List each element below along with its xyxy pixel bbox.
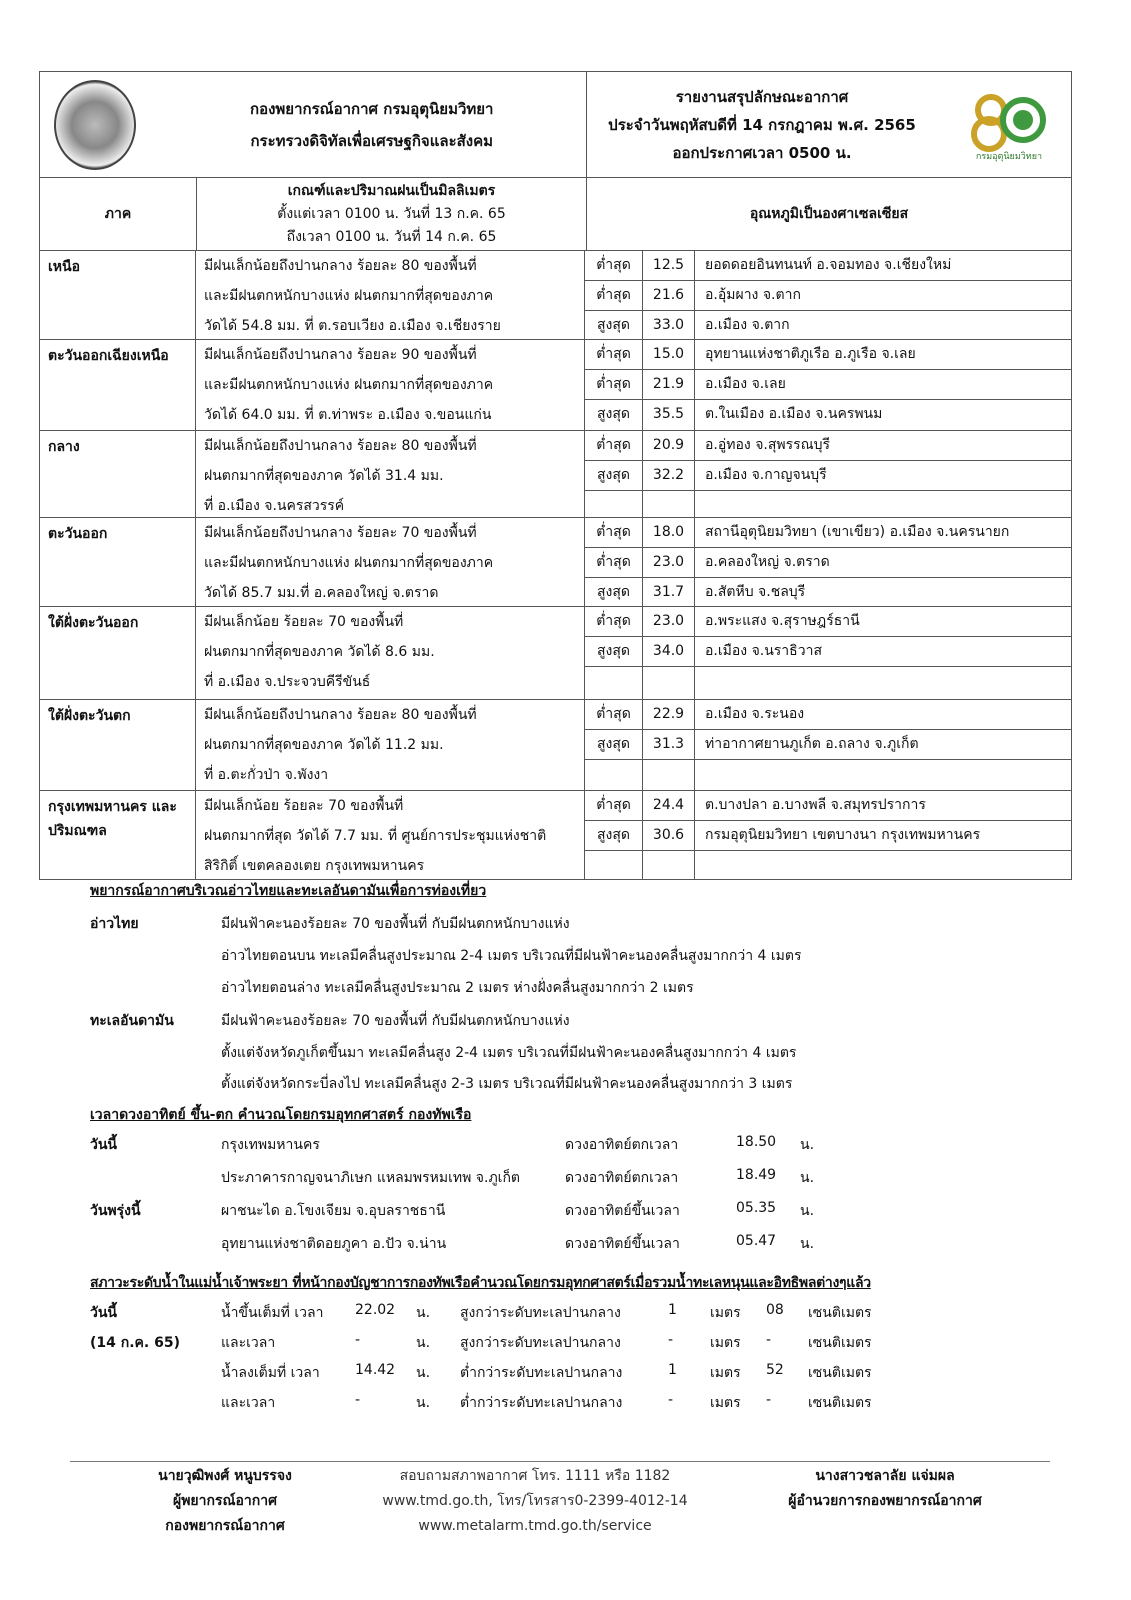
issue-time: ออกประกาศเวลา 0500 น. (672, 143, 852, 162)
andaman-line: ตั้งแต่จังหวัดกระบี่ลงไป ทะเลมีคลื่นสูง 2-3 เมตร บริเวณที่มีฝนฟ้าคะนองคลื่นสูงมากกว่า 3 เมตร (221, 1076, 793, 1092)
tide-time: 22.02 (355, 1302, 396, 1318)
region-row (40, 700, 1071, 791)
temp-kind: สูงสุด (585, 730, 643, 759)
tide-m: - (668, 1392, 674, 1408)
sun-place: ผาชนะได อ.โขงเจียม จ.อุบลราชธานี (221, 1203, 446, 1219)
rain-summary (196, 607, 585, 699)
temp-place: อ.สัตหีบ จ.ชลบุรี (705, 584, 806, 600)
org-line1: กองพยากรณ์อากาศ กรมอุตุนิยมวิทยา (250, 99, 494, 118)
contact-phone: สอบถามสภาพอากาศ โทร. 1111 หรือ 1182 (399, 1468, 671, 1484)
temperature-list (585, 251, 1071, 339)
report-date: ประจำวันพฤหัสบดีที่ 14 กรกฎาคม พ.ศ. 2565 (608, 115, 916, 134)
temperature-list (585, 607, 1071, 699)
andaman-label: ทะเลอันดามัน (90, 1013, 174, 1029)
col-region: ภาค (40, 178, 197, 250)
temp-kind: ต่ำสุด (585, 370, 643, 399)
logo-text: กรมอุตุนิยมวิทยา (975, 152, 1043, 162)
director-role: ผู้อำนวยการกองพยากรณ์อากาศ (788, 1493, 982, 1509)
tide-desc: สูงกว่าระดับทะเลปานกลาง (460, 1305, 621, 1321)
region-row (40, 607, 1071, 700)
temp-kind: ต่ำสุด (585, 281, 643, 310)
sun-place: กรุงเทพมหานคร (221, 1137, 320, 1153)
sun-time: 18.49 (736, 1167, 777, 1183)
tide-label: น้ำขึ้นเต็มที่ เวลา (221, 1305, 324, 1321)
empty-cell (643, 760, 695, 790)
contact-website[interactable]: www.tmd.go.th, โทร/โทรสาร0-2399-4012-14 (382, 1493, 688, 1509)
temp-value: 35.5 (643, 400, 695, 430)
temp-value: 15.0 (643, 340, 695, 369)
andaman-line: มีฝนฟ้าคะนองร้อยละ 70 ของพื้นที่ กับมีฝนตกหนักบางแห่ง (221, 1013, 570, 1029)
tide-u1: น. (416, 1335, 431, 1351)
temp-value: 20.9 (643, 431, 695, 460)
temp-value: 21.6 (643, 281, 695, 310)
director-signature (745, 1464, 1025, 1514)
temp-kind: สูงสุด (585, 578, 643, 607)
temp-kind: ต่ำสุด (585, 548, 643, 577)
temp-place: อ.เมือง จ.นราธิวาส (705, 643, 822, 659)
rain-line: ที่ อ.เมือง จ.นครสวรรค์ (204, 498, 345, 514)
gulf-line: อ่าวไทยตอนล่าง ทะเลมีคลื่นสูงประมาณ 2 เมตร ห่างฝั่งคลื่นสูงมากกว่า 2 เมตร (221, 980, 694, 996)
tide-desc: สูงกว่าระดับทะเลปานกลาง (460, 1335, 621, 1351)
temp-place: อ.อู่ทอง จ.สุพรรณบุรี (705, 437, 831, 453)
forecaster-role: ผู้พยากรณ์อากาศ (173, 1493, 277, 1509)
region-row (40, 791, 1071, 879)
temp-kind: สูงสุด (585, 821, 643, 850)
temp-place: อ.คลองใหญ่ จ.ตราด (705, 554, 830, 570)
region-row (40, 251, 1071, 340)
temperature-row (585, 281, 1071, 311)
temperature-list (585, 791, 1071, 879)
temperature-row (585, 518, 1071, 548)
sun-unit: น. (800, 1170, 815, 1186)
region-name: กรุงเทพมหานคร และปริมณฑล (40, 791, 196, 879)
temperature-row (585, 400, 1071, 430)
temp-place: ต.บางปลา อ.บางพลี จ.สมุทรปราการ (705, 797, 926, 813)
region-row (40, 340, 1071, 431)
temp-value: 24.4 (643, 791, 695, 820)
temp-value: 22.9 (643, 700, 695, 729)
tmd-seal-logo (54, 80, 136, 170)
rain-line: ฝนตกมากที่สุด วัดได้ 7.7 มม. ที่ ศูนย์การประชุมแห่งชาติ (204, 828, 547, 844)
forecaster-signature (120, 1464, 330, 1539)
rain-line: ที่ อ.ตะกั่วป่า จ.พังงา (204, 767, 329, 783)
temp-place: สถานีอุตุนิยมวิทยา (เขาเขียว) อ.เมือง จ.นครนายก (705, 524, 1010, 540)
temp-place: ต.ในเมือง อ.เมือง จ.นครพนม (705, 406, 883, 422)
temp-place: ยอดดอยอินทนนท์ อ.จอมทอง จ.เชียงใหม่ (705, 257, 952, 273)
tide-date: (14 ก.ค. 65) (90, 1335, 180, 1351)
rain-summary (196, 700, 585, 790)
temp-kind: ต่ำสุด (585, 518, 643, 547)
temperature-row (585, 431, 1071, 461)
sun-event: ดวงอาทิตย์ตกเวลา (565, 1137, 679, 1153)
tide-u2: เมตร (710, 1305, 741, 1321)
temp-place: อ.อุ้มผาง จ.ตาก (705, 287, 801, 303)
rain-line: และมีฝนตกหนักบางแห่ง ฝนตกมากที่สุดของภาค (204, 288, 494, 304)
tide-u2: เมตร (710, 1395, 741, 1411)
temp-kind: ต่ำสุด (585, 607, 643, 636)
rain-line: วัดได้ 64.0 มม. ที่ ต.ท่าพระ อ.เมือง จ.ขอนแก่น (204, 407, 492, 423)
org-names (250, 93, 493, 157)
tide-m: - (668, 1332, 674, 1348)
tide-u1: น. (416, 1365, 431, 1381)
region-name: กลาง (40, 431, 196, 517)
empty-cell (585, 491, 643, 517)
tide-title: สภาวะระดับน้ำในแม่น้ำเจ้าพระยา ที่หน้ากองบัญชาการกองทัพเรือคำนวณโดยกรมอุทกศาสตร์เมื่อรวมน้ำทะเลหนุนและอิทธิพลต่างๆแล้ว (90, 1275, 871, 1291)
rain-line: วัดได้ 54.8 มม. ที่ ต.รอบเวียง อ.เมือง จ.เชียงราย (204, 318, 501, 334)
sun-day: วันนี้ (90, 1137, 118, 1153)
col-rain (197, 178, 587, 250)
temperature-row (585, 340, 1071, 370)
region-name: ตะวันออกเฉียงเหนือ (40, 340, 196, 430)
tide-u3: เซนติเมตร (808, 1365, 872, 1381)
temperature-row (585, 548, 1071, 578)
tmd-80th-anniversary-logo (965, 92, 1053, 162)
rain-line: สิริกิติ์ เขตคลองเตย กรุงเทพมหานคร (204, 858, 425, 874)
temperature-list (585, 431, 1071, 517)
column-headers (40, 178, 1071, 251)
sun-place: ประภาคารกาญจนาภิเษก แหลมพรหมเทพ จ.ภูเก็ต (221, 1170, 521, 1186)
director-name: นางสาวชลาลัย แจ่มผล (815, 1468, 955, 1484)
tide-label: และเวลา (221, 1395, 276, 1411)
temp-value: 31.3 (643, 730, 695, 759)
col-rain-from: ตั้งแต่เวลา 0100 น. วันที่ 13 ก.ค. 65 (277, 206, 506, 222)
tide-u3: เซนติเมตร (808, 1335, 872, 1351)
rain-line: ฝนตกมากที่สุดของภาค วัดได้ 31.4 มม. (204, 468, 444, 484)
sun-title: เวลาดวงอาทิตย์ ขึ้น-ตก คำนวณโดยกรมอุทกศาสตร์ กองทัพเรือ (90, 1107, 472, 1123)
temp-kind: ต่ำสุด (585, 251, 643, 280)
temperature-row (585, 637, 1071, 667)
sun-event: ดวงอาทิตย์ขึ้นเวลา (565, 1203, 680, 1219)
sun-event: ดวงอาทิตย์ตกเวลา (565, 1170, 679, 1186)
temp-kind: ต่ำสุด (585, 431, 643, 460)
col-rain-title: เกณฑ์และปริมาณฝนเป็นมิลลิเมตร (287, 183, 496, 199)
temperature-filler (585, 851, 1071, 879)
rain-summary (196, 431, 585, 517)
gulf-line: มีฝนฟ้าคะนองร้อยละ 70 ของพื้นที่ กับมีฝนตกหนักบางแห่ง (221, 916, 570, 932)
rain-line: มีฝนเล็กน้อยถึงปานกลาง ร้อยละ 80 ของพื้นที่ (204, 707, 477, 723)
tide-label: และเวลา (221, 1335, 276, 1351)
weather-summary-table (39, 71, 1072, 880)
rain-line: มีฝนเล็กน้อย ร้อยละ 70 ของพื้นที่ (204, 614, 404, 630)
rain-line: มีฝนเล็กน้อย ร้อยละ 70 ของพื้นที่ (204, 798, 404, 814)
temp-place: อ.พระแสง จ.สุราษฎร์ธานี (705, 613, 860, 629)
tide-time: - (355, 1332, 361, 1348)
rain-line: ฝนตกมากที่สุดของภาค วัดได้ 8.6 มม. (204, 644, 435, 660)
col-rain-to: ถึงเวลา 0100 น. วันที่ 14 ก.ค. 65 (286, 229, 497, 245)
footer-divider (70, 1461, 1050, 1462)
temperature-list (585, 518, 1071, 606)
temp-value: 18.0 (643, 518, 695, 547)
rain-line: มีฝนเล็กน้อยถึงปานกลาง ร้อยละ 80 ของพื้นที่ (204, 438, 477, 454)
empty-cell (585, 851, 643, 879)
andaman-line: ตั้งแต่จังหวัดภูเก็ตขึ้นมา ทะเลมีคลื่นสูง 2-4 เมตร บริเวณที่มีฝนฟ้าคะนองคลื่นสูงมากกว่า 4 เมตร (221, 1045, 797, 1061)
temperature-row (585, 461, 1071, 491)
rain-summary (196, 340, 585, 430)
temperature-filler (585, 667, 1071, 699)
tide-cm: 08 (766, 1302, 784, 1318)
tide-m: 1 (668, 1362, 677, 1378)
tide-u3: เซนติเมตร (808, 1395, 872, 1411)
col-temp: อุณหภูมิเป็นองศาเซลเซียส (749, 206, 909, 222)
gulf-label: อ่าวไทย (90, 916, 139, 932)
sun-time: 05.35 (736, 1200, 777, 1216)
tide-time: - (355, 1392, 361, 1408)
rain-line: มีฝนเล็กน้อยถึงปานกลาง ร้อยละ 70 ของพื้นที่ (204, 525, 477, 541)
temp-kind: ต่ำสุด (585, 340, 643, 369)
tide-day: วันนี้ (90, 1305, 118, 1321)
region-name: ตะวันออก (40, 518, 196, 606)
temperature-filler (585, 491, 1071, 517)
empty-cell (585, 667, 643, 699)
temp-place: อ.เมือง จ.กาญจนบุรี (705, 467, 827, 483)
tide-cm: - (766, 1392, 772, 1408)
temp-value: 12.5 (643, 251, 695, 280)
tide-time: 14.42 (355, 1362, 396, 1378)
temperature-row (585, 821, 1071, 851)
temperature-row (585, 251, 1071, 281)
table-header (40, 72, 1071, 178)
tide-u1: น. (416, 1395, 431, 1411)
contact-info (360, 1464, 710, 1539)
temp-place: ท่าอากาศยานภูเก็ต อ.ถลาง จ.ภูเก็ต (705, 736, 919, 752)
temp-place: อ.เมือง จ.ตาก (705, 317, 790, 333)
temp-kind: สูงสุด (585, 400, 643, 430)
empty-cell (643, 667, 695, 699)
temp-kind: สูงสุด (585, 461, 643, 490)
rain-line: มีฝนเล็กน้อยถึงปานกลาง ร้อยละ 90 ของพื้นที่ (204, 347, 477, 363)
temperature-list (585, 340, 1071, 430)
region-name: ใต้ฝั่งตะวันตก (40, 700, 196, 790)
temp-value: 23.0 (643, 548, 695, 577)
temp-place: อ.เมือง จ.ระนอง (705, 706, 805, 722)
tide-desc: ต่ำกว่าระดับทะเลปานกลาง (460, 1395, 623, 1411)
rain-summary (196, 518, 585, 606)
temp-value: 21.9 (643, 370, 695, 399)
temperature-row (585, 370, 1071, 400)
temperature-row (585, 607, 1071, 637)
temp-value: 33.0 (643, 311, 695, 340)
tide-label: น้ำลงเต็มที่ เวลา (221, 1365, 320, 1381)
region-row (40, 431, 1071, 518)
sun-day: วันพรุ่งนี้ (90, 1203, 141, 1219)
sun-unit: น. (800, 1137, 815, 1153)
forecaster-name: นายวุฒิพงศ์ หนูบรรจง (158, 1468, 292, 1484)
empty-cell (585, 760, 643, 790)
temp-kind: สูงสุด (585, 637, 643, 666)
rain-line: มีฝนเล็กน้อยถึงปานกลาง ร้อยละ 80 ของพื้นที่ (204, 258, 477, 274)
org-block (40, 72, 587, 177)
temp-place: อ.เมือง จ.เลย (705, 376, 786, 392)
rain-line: ฝนตกมากที่สุดของภาค วัดได้ 11.2 มม. (204, 737, 444, 753)
sun-time: 18.50 (736, 1134, 777, 1150)
temp-place: อุทยานแห่งชาติภูเรือ อ.ภูเรือ จ.เลย (705, 346, 916, 362)
region-rows (40, 251, 1071, 879)
sun-time: 05.47 (736, 1233, 777, 1249)
region-row (40, 518, 1071, 607)
temperature-row (585, 730, 1071, 760)
report-titles (587, 83, 937, 167)
report-title-block (587, 72, 1071, 177)
tide-cm: - (766, 1332, 772, 1348)
region-name: เหนือ (40, 251, 196, 339)
tide-desc: ต่ำกว่าระดับทะเลปานกลาง (460, 1365, 623, 1381)
temperature-filler (585, 760, 1071, 790)
temp-kind: ต่ำสุด (585, 700, 643, 729)
rain-line: และมีฝนตกหนักบางแห่ง ฝนตกมากที่สุดของภาค (204, 377, 494, 393)
temperature-list (585, 700, 1071, 790)
temp-kind: สูงสุด (585, 311, 643, 340)
sun-event: ดวงอาทิตย์ขึ้นเวลา (565, 1236, 680, 1252)
tide-cm: 52 (766, 1362, 784, 1378)
rain-summary (196, 791, 585, 879)
contact-alert-service[interactable]: www.metalarm.tmd.go.th/service (418, 1518, 652, 1534)
sun-unit: น. (800, 1203, 815, 1219)
region-name: ใต้ฝั่งตะวันออก (40, 607, 196, 699)
rain-summary (196, 251, 585, 339)
temp-value: 31.7 (643, 578, 695, 607)
tide-m: 1 (668, 1302, 677, 1318)
marine-title: พยากรณ์อากาศบริเวณอ่าวไทยและทะเลอันดามันเพื่อการท่องเที่ยว (90, 883, 487, 899)
temp-value: 30.6 (643, 821, 695, 850)
tide-u2: เมตร (710, 1335, 741, 1351)
temp-place: กรมอุตุนิยมวิทยา เขตบางนา กรุงเทพมหานคร (705, 827, 981, 843)
rain-line: และมีฝนตกหนักบางแห่ง ฝนตกมากที่สุดของภาค (204, 555, 494, 571)
tide-u1: น. (416, 1305, 431, 1321)
temperature-row (585, 791, 1071, 821)
tide-u2: เมตร (710, 1365, 741, 1381)
report-title: รายงานสรุปลักษณะอากาศ (675, 87, 849, 106)
temp-value: 32.2 (643, 461, 695, 490)
temperature-row (585, 700, 1071, 730)
sun-unit: น. (800, 1236, 815, 1252)
empty-cell (643, 851, 695, 879)
temp-value: 34.0 (643, 637, 695, 666)
temp-kind: ต่ำสุด (585, 791, 643, 820)
tide-u3: เซนติเมตร (808, 1305, 872, 1321)
gulf-line: อ่าวไทยตอนบน ทะเลมีคลื่นสูงประมาณ 2-4 เมตร บริเวณที่มีฝนฟ้าคะนองคลื่นสูงมากกว่า 4 เมตร (221, 948, 802, 964)
temperature-row (585, 578, 1071, 607)
sun-place: อุทยานแห่งชาติดอยภูคา อ.ปัว จ.น่าน (221, 1236, 447, 1252)
temperature-row (585, 311, 1071, 340)
forecaster-division: กองพยากรณ์อากาศ (165, 1518, 285, 1534)
rain-line: ที่ อ.เมือง จ.ประจวบคีรีขันธ์ (204, 674, 371, 690)
org-line2: กระทรวงดิจิทัลเพื่อเศรษฐกิจและสังคม (250, 131, 494, 150)
temp-value: 23.0 (643, 607, 695, 636)
rain-line: วัดได้ 85.7 มม.ที่ อ.คลองใหญ่ จ.ตราด (204, 585, 439, 601)
empty-cell (643, 491, 695, 517)
